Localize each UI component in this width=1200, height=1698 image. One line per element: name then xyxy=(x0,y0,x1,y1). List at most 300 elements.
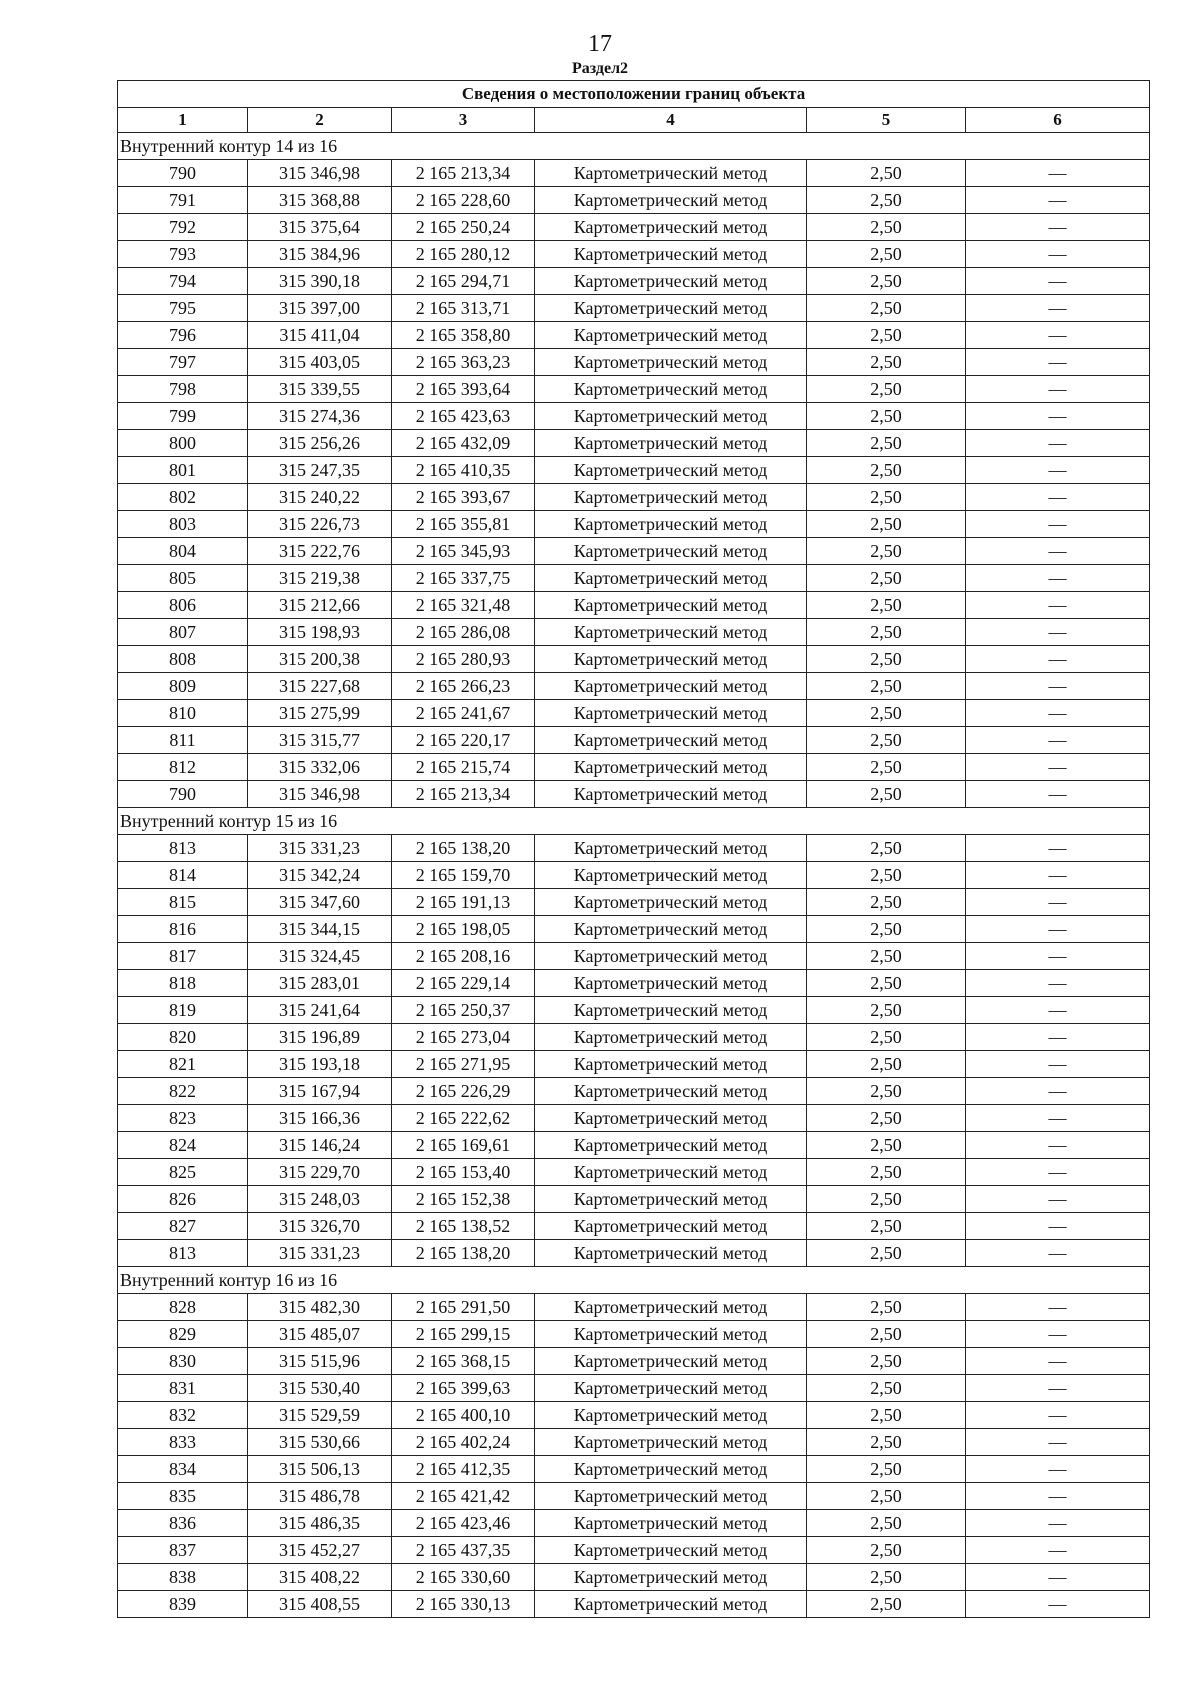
remark-cell: — xyxy=(966,997,1150,1024)
y-coordinate-cell: 2 165 345,93 xyxy=(392,538,535,565)
table-row xyxy=(118,349,1150,376)
accuracy-cell: 2,50 xyxy=(807,1564,966,1591)
accuracy-cell: 2,50 xyxy=(807,1240,966,1267)
method-cell: Картометрический метод xyxy=(535,700,807,727)
point-number-cell: 795 xyxy=(118,295,248,322)
point-number-cell: 801 xyxy=(118,457,248,484)
method-cell: Картометрический метод xyxy=(535,1375,807,1402)
accuracy-cell: 2,50 xyxy=(807,1213,966,1240)
method-cell: Картометрический метод xyxy=(535,1537,807,1564)
method-cell: Картометрический метод xyxy=(535,1051,807,1078)
table-row xyxy=(118,1105,1150,1132)
y-coordinate-cell: 2 165 291,50 xyxy=(392,1294,535,1321)
table-row xyxy=(118,430,1150,457)
y-coordinate-cell: 2 165 423,63 xyxy=(392,403,535,430)
remark-cell: — xyxy=(966,1159,1150,1186)
accuracy-cell: 2,50 xyxy=(807,241,966,268)
table-row xyxy=(118,1024,1150,1051)
method-cell: Картометрический метод xyxy=(535,214,807,241)
remark-cell: — xyxy=(966,592,1150,619)
accuracy-cell: 2,50 xyxy=(807,1402,966,1429)
method-cell: Картометрический метод xyxy=(535,1564,807,1591)
x-coordinate-cell: 315 397,00 xyxy=(248,295,392,322)
y-coordinate-cell: 2 165 421,42 xyxy=(392,1483,535,1510)
table-row xyxy=(118,1159,1150,1186)
y-coordinate-cell: 2 165 358,80 xyxy=(392,322,535,349)
y-coordinate-cell: 2 165 280,93 xyxy=(392,646,535,673)
method-cell: Картометрический метод xyxy=(535,943,807,970)
accuracy-cell: 2,50 xyxy=(807,1159,966,1186)
table-row xyxy=(118,916,1150,943)
remark-cell: — xyxy=(966,1213,1150,1240)
y-coordinate-cell: 2 165 191,13 xyxy=(392,889,535,916)
column-number: 6 xyxy=(966,108,1150,133)
remark-cell: — xyxy=(966,943,1150,970)
y-coordinate-cell: 2 165 229,14 xyxy=(392,970,535,997)
accuracy-cell: 2,50 xyxy=(807,754,966,781)
y-coordinate-cell: 2 165 294,71 xyxy=(392,268,535,295)
table-row xyxy=(118,1429,1150,1456)
x-coordinate-cell: 315 222,76 xyxy=(248,538,392,565)
table-row xyxy=(118,160,1150,187)
x-coordinate-cell: 315 485,07 xyxy=(248,1321,392,1348)
accuracy-cell: 2,50 xyxy=(807,835,966,862)
remark-cell: — xyxy=(966,1240,1150,1267)
method-cell: Картометрический метод xyxy=(535,484,807,511)
table-row xyxy=(118,268,1150,295)
table-row xyxy=(118,457,1150,484)
method-cell: Картометрический метод xyxy=(535,646,807,673)
x-coordinate-cell: 315 166,36 xyxy=(248,1105,392,1132)
table-row xyxy=(118,241,1150,268)
point-number-cell: 828 xyxy=(118,1294,248,1321)
accuracy-cell: 2,50 xyxy=(807,1456,966,1483)
accuracy-cell: 2,50 xyxy=(807,511,966,538)
accuracy-cell: 2,50 xyxy=(807,1186,966,1213)
method-cell: Картометрический метод xyxy=(535,322,807,349)
y-coordinate-cell: 2 165 152,38 xyxy=(392,1186,535,1213)
remark-cell: — xyxy=(966,160,1150,187)
method-cell: Картометрический метод xyxy=(535,1132,807,1159)
accuracy-cell: 2,50 xyxy=(807,1132,966,1159)
x-coordinate-cell: 315 275,99 xyxy=(248,700,392,727)
table-row xyxy=(118,592,1150,619)
x-coordinate-cell: 315 248,03 xyxy=(248,1186,392,1213)
point-number-cell: 804 xyxy=(118,538,248,565)
y-coordinate-cell: 2 165 330,13 xyxy=(392,1591,535,1618)
accuracy-cell: 2,50 xyxy=(807,457,966,484)
x-coordinate-cell: 315 530,40 xyxy=(248,1375,392,1402)
point-number-cell: 822 xyxy=(118,1078,248,1105)
accuracy-cell: 2,50 xyxy=(807,1429,966,1456)
point-number-cell: 837 xyxy=(118,1537,248,1564)
x-coordinate-cell: 315 347,60 xyxy=(248,889,392,916)
table-row xyxy=(118,862,1150,889)
point-number-cell: 802 xyxy=(118,484,248,511)
table-row xyxy=(118,997,1150,1024)
remark-cell: — xyxy=(966,646,1150,673)
remark-cell: — xyxy=(966,673,1150,700)
x-coordinate-cell: 315 229,70 xyxy=(248,1159,392,1186)
method-cell: Картометрический метод xyxy=(535,1159,807,1186)
accuracy-cell: 2,50 xyxy=(807,295,966,322)
y-coordinate-cell: 2 165 286,08 xyxy=(392,619,535,646)
accuracy-cell: 2,50 xyxy=(807,1591,966,1618)
remark-cell: — xyxy=(966,403,1150,430)
accuracy-cell: 2,50 xyxy=(807,1510,966,1537)
x-coordinate-cell: 315 530,66 xyxy=(248,1429,392,1456)
x-coordinate-cell: 315 200,38 xyxy=(248,646,392,673)
point-number-cell: 825 xyxy=(118,1159,248,1186)
contour-group-title: Внутренний контур 16 из 16 xyxy=(118,1267,1150,1294)
point-number-cell: 838 xyxy=(118,1564,248,1591)
x-coordinate-cell: 315 368,88 xyxy=(248,187,392,214)
accuracy-cell: 2,50 xyxy=(807,1537,966,1564)
remark-cell: — xyxy=(966,187,1150,214)
y-coordinate-cell: 2 165 280,12 xyxy=(392,241,535,268)
x-coordinate-cell: 315 408,55 xyxy=(248,1591,392,1618)
table-row xyxy=(118,1375,1150,1402)
remark-cell: — xyxy=(966,511,1150,538)
accuracy-cell: 2,50 xyxy=(807,1105,966,1132)
method-cell: Картометрический метод xyxy=(535,457,807,484)
table-row xyxy=(118,1564,1150,1591)
contour-group-row xyxy=(118,1267,1150,1294)
table-row xyxy=(118,187,1150,214)
remark-cell: — xyxy=(966,835,1150,862)
x-coordinate-cell: 315 529,59 xyxy=(248,1402,392,1429)
method-cell: Картометрический метод xyxy=(535,673,807,700)
point-number-cell: 798 xyxy=(118,376,248,403)
remark-cell: — xyxy=(966,1402,1150,1429)
y-coordinate-cell: 2 165 368,15 xyxy=(392,1348,535,1375)
y-coordinate-cell: 2 165 241,67 xyxy=(392,700,535,727)
table-row xyxy=(118,1186,1150,1213)
y-coordinate-cell: 2 165 313,71 xyxy=(392,295,535,322)
x-coordinate-cell: 315 332,06 xyxy=(248,754,392,781)
accuracy-cell: 2,50 xyxy=(807,673,966,700)
x-coordinate-cell: 315 411,04 xyxy=(248,322,392,349)
column-number: 1 xyxy=(118,108,248,133)
x-coordinate-cell: 315 240,22 xyxy=(248,484,392,511)
accuracy-cell: 2,50 xyxy=(807,592,966,619)
table-row xyxy=(118,619,1150,646)
method-cell: Картометрический метод xyxy=(535,916,807,943)
point-number-cell: 831 xyxy=(118,1375,248,1402)
x-coordinate-cell: 315 506,13 xyxy=(248,1456,392,1483)
accuracy-cell: 2,50 xyxy=(807,700,966,727)
point-number-cell: 813 xyxy=(118,835,248,862)
accuracy-cell: 2,50 xyxy=(807,916,966,943)
section-title: Раздел2 xyxy=(571,60,629,77)
x-coordinate-cell: 315 324,45 xyxy=(248,943,392,970)
method-cell: Картометрический метод xyxy=(535,835,807,862)
remark-cell: — xyxy=(966,457,1150,484)
method-cell: Картометрический метод xyxy=(535,1294,807,1321)
point-number-cell: 818 xyxy=(118,970,248,997)
accuracy-cell: 2,50 xyxy=(807,1078,966,1105)
y-coordinate-cell: 2 165 400,10 xyxy=(392,1402,535,1429)
y-coordinate-cell: 2 165 337,75 xyxy=(392,565,535,592)
method-cell: Картометрический метод xyxy=(535,889,807,916)
point-number-cell: 810 xyxy=(118,700,248,727)
accuracy-cell: 2,50 xyxy=(807,970,966,997)
method-cell: Картометрический метод xyxy=(535,1105,807,1132)
x-coordinate-cell: 315 247,35 xyxy=(248,457,392,484)
point-number-cell: 824 xyxy=(118,1132,248,1159)
y-coordinate-cell: 2 165 159,70 xyxy=(392,862,535,889)
method-cell: Картометрический метод xyxy=(535,430,807,457)
table-row xyxy=(118,1510,1150,1537)
table-row xyxy=(118,538,1150,565)
point-number-cell: 809 xyxy=(118,673,248,700)
y-coordinate-cell: 2 165 273,04 xyxy=(392,1024,535,1051)
point-number-cell: 808 xyxy=(118,646,248,673)
table-row xyxy=(118,565,1150,592)
point-number-cell: 790 xyxy=(118,160,248,187)
remark-cell: — xyxy=(966,1564,1150,1591)
table-row xyxy=(118,214,1150,241)
table-row xyxy=(118,1591,1150,1618)
contour-group-title: Внутренний контур 15 из 16 xyxy=(118,808,1150,835)
table-row xyxy=(118,646,1150,673)
method-cell: Картометрический метод xyxy=(535,160,807,187)
remark-cell: — xyxy=(966,781,1150,808)
x-coordinate-cell: 315 226,73 xyxy=(248,511,392,538)
point-number-cell: 832 xyxy=(118,1402,248,1429)
y-coordinate-cell: 2 165 213,34 xyxy=(392,160,535,187)
remark-cell: — xyxy=(966,1132,1150,1159)
point-number-cell: 811 xyxy=(118,727,248,754)
y-coordinate-cell: 2 165 250,24 xyxy=(392,214,535,241)
point-number-cell: 835 xyxy=(118,1483,248,1510)
y-coordinate-cell: 2 165 208,16 xyxy=(392,943,535,970)
point-number-cell: 830 xyxy=(118,1348,248,1375)
point-number-cell: 829 xyxy=(118,1321,248,1348)
table-row xyxy=(118,1051,1150,1078)
y-coordinate-cell: 2 165 198,05 xyxy=(392,916,535,943)
x-coordinate-cell: 315 331,23 xyxy=(248,1240,392,1267)
remark-cell: — xyxy=(966,565,1150,592)
method-cell: Картометрический метод xyxy=(535,565,807,592)
accuracy-cell: 2,50 xyxy=(807,403,966,430)
y-coordinate-cell: 2 165 213,34 xyxy=(392,781,535,808)
y-coordinate-cell: 2 165 437,35 xyxy=(392,1537,535,1564)
remark-cell: — xyxy=(966,1483,1150,1510)
method-cell: Картометрический метод xyxy=(535,376,807,403)
table-row xyxy=(118,1078,1150,1105)
table-row xyxy=(118,403,1150,430)
table-row xyxy=(118,700,1150,727)
method-cell: Картометрический метод xyxy=(535,1483,807,1510)
method-cell: Картометрический метод xyxy=(535,970,807,997)
method-cell: Картометрический метод xyxy=(535,1321,807,1348)
remark-cell: — xyxy=(966,1429,1150,1456)
method-cell: Картометрический метод xyxy=(535,1510,807,1537)
table-row xyxy=(118,1294,1150,1321)
table-head xyxy=(118,81,1150,133)
x-coordinate-cell: 315 283,01 xyxy=(248,970,392,997)
point-number-cell: 819 xyxy=(118,997,248,1024)
point-number-cell: 820 xyxy=(118,1024,248,1051)
remark-cell: — xyxy=(966,1510,1150,1537)
point-number-cell: 821 xyxy=(118,1051,248,1078)
point-number-cell: 826 xyxy=(118,1186,248,1213)
remark-cell: — xyxy=(966,619,1150,646)
point-number-cell: 817 xyxy=(118,943,248,970)
remark-cell: — xyxy=(966,1051,1150,1078)
table-row xyxy=(118,835,1150,862)
remark-cell: — xyxy=(966,1078,1150,1105)
table-row xyxy=(118,322,1150,349)
point-number-cell: 807 xyxy=(118,619,248,646)
x-coordinate-cell: 315 403,05 xyxy=(248,349,392,376)
caption-row xyxy=(118,81,1150,108)
y-coordinate-cell: 2 165 410,35 xyxy=(392,457,535,484)
x-coordinate-cell: 315 219,38 xyxy=(248,565,392,592)
point-number-cell: 800 xyxy=(118,430,248,457)
table-row xyxy=(118,673,1150,700)
accuracy-cell: 2,50 xyxy=(807,1321,966,1348)
method-cell: Картометрический метод xyxy=(535,1402,807,1429)
x-coordinate-cell: 315 346,98 xyxy=(248,781,392,808)
accuracy-cell: 2,50 xyxy=(807,268,966,295)
x-coordinate-cell: 315 339,55 xyxy=(248,376,392,403)
table-row xyxy=(118,511,1150,538)
point-number-cell: 792 xyxy=(118,214,248,241)
remark-cell: — xyxy=(966,349,1150,376)
method-cell: Картометрический метод xyxy=(535,997,807,1024)
y-coordinate-cell: 2 165 399,63 xyxy=(392,1375,535,1402)
accuracy-cell: 2,50 xyxy=(807,565,966,592)
y-coordinate-cell: 2 165 299,15 xyxy=(392,1321,535,1348)
point-number-cell: 815 xyxy=(118,889,248,916)
point-number-cell: 839 xyxy=(118,1591,248,1618)
table-row xyxy=(118,376,1150,403)
table-caption: Сведения о местоположении границ объекта xyxy=(118,81,1150,108)
method-cell: Картометрический метод xyxy=(535,1186,807,1213)
y-coordinate-cell: 2 165 321,48 xyxy=(392,592,535,619)
x-coordinate-cell: 315 193,18 xyxy=(248,1051,392,1078)
y-coordinate-cell: 2 165 138,20 xyxy=(392,835,535,862)
method-cell: Картометрический метод xyxy=(535,295,807,322)
table-row xyxy=(118,1213,1150,1240)
remark-cell: — xyxy=(966,1375,1150,1402)
point-number-cell: 812 xyxy=(118,754,248,781)
y-coordinate-cell: 2 165 423,46 xyxy=(392,1510,535,1537)
remark-cell: — xyxy=(966,916,1150,943)
remark-cell: — xyxy=(966,295,1150,322)
table-row xyxy=(118,1402,1150,1429)
method-cell: Картометрический метод xyxy=(535,781,807,808)
accuracy-cell: 2,50 xyxy=(807,349,966,376)
y-coordinate-cell: 2 165 393,67 xyxy=(392,484,535,511)
point-number-cell: 791 xyxy=(118,187,248,214)
remark-cell: — xyxy=(966,700,1150,727)
table-row xyxy=(118,295,1150,322)
column-number: 4 xyxy=(535,108,807,133)
method-cell: Картометрический метод xyxy=(535,1213,807,1240)
remark-cell: — xyxy=(966,1348,1150,1375)
accuracy-cell: 2,50 xyxy=(807,862,966,889)
point-number-cell: 813 xyxy=(118,1240,248,1267)
table-row xyxy=(118,889,1150,916)
column-number-row xyxy=(118,108,1150,133)
method-cell: Картометрический метод xyxy=(535,1240,807,1267)
y-coordinate-cell: 2 165 222,62 xyxy=(392,1105,535,1132)
x-coordinate-cell: 315 482,30 xyxy=(248,1294,392,1321)
remark-cell: — xyxy=(966,754,1150,781)
x-coordinate-cell: 315 241,64 xyxy=(248,997,392,1024)
method-cell: Картометрический метод xyxy=(535,862,807,889)
x-coordinate-cell: 315 375,64 xyxy=(248,214,392,241)
method-cell: Картометрический метод xyxy=(535,187,807,214)
accuracy-cell: 2,50 xyxy=(807,160,966,187)
x-coordinate-cell: 315 408,22 xyxy=(248,1564,392,1591)
y-coordinate-cell: 2 165 250,37 xyxy=(392,997,535,1024)
x-coordinate-cell: 315 326,70 xyxy=(248,1213,392,1240)
point-number-cell: 834 xyxy=(118,1456,248,1483)
point-number-cell: 833 xyxy=(118,1429,248,1456)
point-number-cell: 797 xyxy=(118,349,248,376)
remark-cell: — xyxy=(966,862,1150,889)
table-row xyxy=(118,1240,1150,1267)
y-coordinate-cell: 2 165 153,40 xyxy=(392,1159,535,1186)
table-row xyxy=(118,1321,1150,1348)
y-coordinate-cell: 2 165 138,52 xyxy=(392,1213,535,1240)
method-cell: Картометрический метод xyxy=(535,619,807,646)
y-coordinate-cell: 2 165 330,60 xyxy=(392,1564,535,1591)
remark-cell: — xyxy=(966,322,1150,349)
column-number: 5 xyxy=(807,108,966,133)
accuracy-cell: 2,50 xyxy=(807,430,966,457)
table-row xyxy=(118,943,1150,970)
method-cell: Картометрический метод xyxy=(535,727,807,754)
x-coordinate-cell: 315 315,77 xyxy=(248,727,392,754)
point-number-cell: 790 xyxy=(118,781,248,808)
accuracy-cell: 2,50 xyxy=(807,1375,966,1402)
method-cell: Картометрический метод xyxy=(535,268,807,295)
contour-group-row xyxy=(118,808,1150,835)
accuracy-cell: 2,50 xyxy=(807,187,966,214)
method-cell: Картометрический метод xyxy=(535,349,807,376)
point-number-cell: 805 xyxy=(118,565,248,592)
accuracy-cell: 2,50 xyxy=(807,1024,966,1051)
x-coordinate-cell: 315 227,68 xyxy=(248,673,392,700)
point-number-cell: 806 xyxy=(118,592,248,619)
y-coordinate-cell: 2 165 215,74 xyxy=(392,754,535,781)
accuracy-cell: 2,50 xyxy=(807,781,966,808)
method-cell: Картометрический метод xyxy=(535,1429,807,1456)
method-cell: Картометрический метод xyxy=(535,403,807,430)
table-row xyxy=(118,1483,1150,1510)
point-number-cell: 827 xyxy=(118,1213,248,1240)
point-number-cell: 816 xyxy=(118,916,248,943)
accuracy-cell: 2,50 xyxy=(807,1051,966,1078)
x-coordinate-cell: 315 196,89 xyxy=(248,1024,392,1051)
accuracy-cell: 2,50 xyxy=(807,646,966,673)
accuracy-cell: 2,50 xyxy=(807,214,966,241)
x-coordinate-cell: 315 342,24 xyxy=(248,862,392,889)
remark-cell: — xyxy=(966,1321,1150,1348)
method-cell: Картометрический метод xyxy=(535,1456,807,1483)
accuracy-cell: 2,50 xyxy=(807,1483,966,1510)
remark-cell: — xyxy=(966,1456,1150,1483)
y-coordinate-cell: 2 165 355,81 xyxy=(392,511,535,538)
table-row xyxy=(118,1456,1150,1483)
accuracy-cell: 2,50 xyxy=(807,1348,966,1375)
x-coordinate-cell: 315 256,26 xyxy=(248,430,392,457)
